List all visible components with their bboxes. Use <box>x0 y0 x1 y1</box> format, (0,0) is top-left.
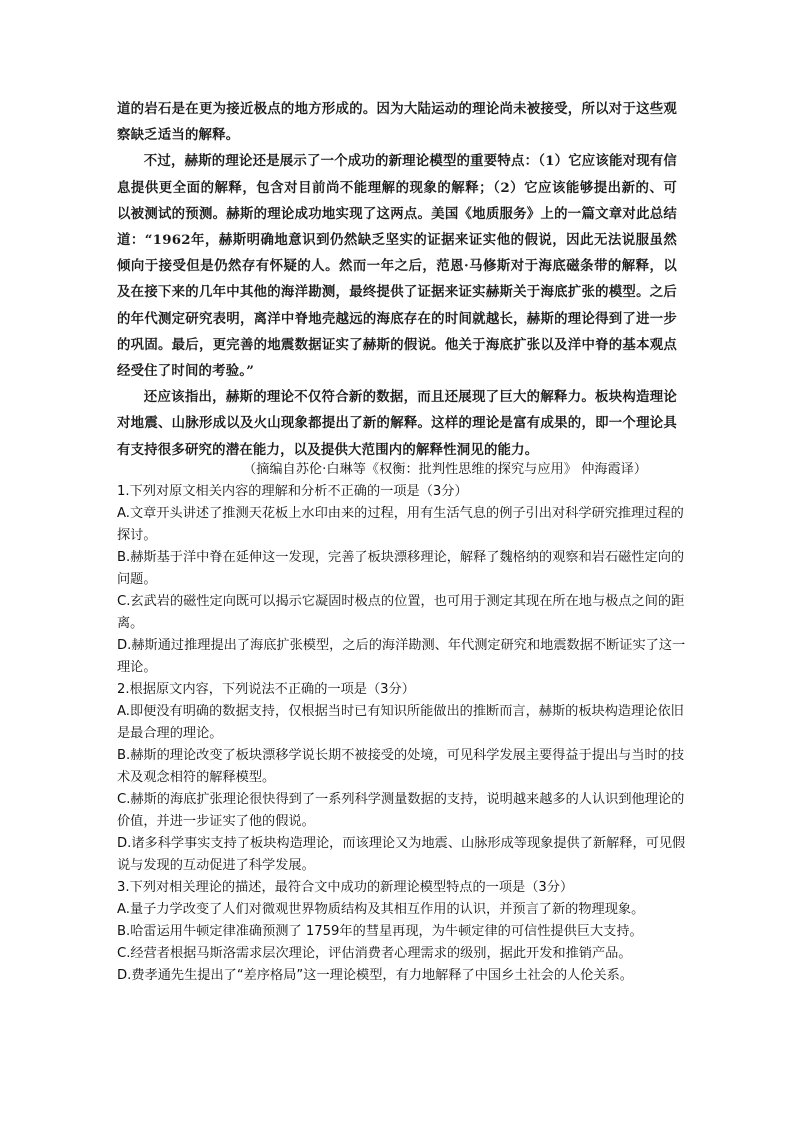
question-2 <box>117 679 689 877</box>
source-citation: （摘编自苏伦·白琳等《权衡：批判性思维的探究与应用》 仲海霞译） <box>243 462 648 477</box>
passage-paragraph-1: 道的岩石是在更为接近极点的地方形成的。因为大陆运动的理论尚未被接受，所以对于这些观察缺乏适当的解释。 <box>117 101 677 144</box>
option-c: C.经营者根据马斯洛需求层次理论，评估消费者心理需求的级别，据此开发和推销产品。 <box>117 946 632 961</box>
option-a: A.量子力学改变了人们对微观世界物质结构及其相互作用的认识，并预言了新的物理现象。 <box>117 902 645 917</box>
question-3 <box>117 877 689 987</box>
question-stem: 1.下列对原文相关内容的理解和分析不正确的一项是（3分） <box>117 484 468 499</box>
reading-passage <box>117 96 677 463</box>
question-stem: 2.根据原文内容，下列说法不正确的一项是（3分） <box>117 682 415 697</box>
passage-paragraph-3: 还应该指出，赫斯的理论不仅符合新的数据，而且还展现了巨大的解释力。板块构造理论对地震、山脉形成以及火山现象都提出了新的解释。这样的理论是富有成果的，即一个理论具有支持很多研究的潜在能力，以及提供大范围内的解释性洞见的能力。 <box>117 389 677 458</box>
option-d: D.诸多科学事实支持了板块构造理论，而该理论又为地震、山脉形成等现象提供了新解释，可见假说与发现的互动促进了科学发展。 <box>117 836 686 873</box>
option-d: D.赫斯通过推理提出了海底扩张模型，之后的海洋勘测、年代测定研究和地震数据不断证实了这一理论。 <box>117 638 686 675</box>
option-b: B.赫斯的理论改变了板块漂移学说长期不被接受的处境，可见科学发展主要得益于提出与当时的技术及观念相符的解释模型。 <box>117 748 685 785</box>
question-list <box>117 481 689 987</box>
option-a: A.即便没有明确的数据支持，仅根据当时已有知识所能做出的推断而言，赫斯的板块构造理论依旧是最合理的理论。 <box>117 704 684 741</box>
option-b: B.赫斯基于洋中脊在延伸这一发现，完善了板块漂移理论，解释了魏格纳的观察和岩石磁性定向的问题。 <box>117 550 685 587</box>
option-b: B.哈雷运用牛顿定律准确预测了 1759年的彗星再现，为牛顿定律的可信性提供巨大支持。 <box>117 924 643 939</box>
option-c: C.玄武岩的磁性定向既可以揭示它凝固时极点的位置，也可用于测定其现在所在地与极点之间的距离。 <box>117 594 685 631</box>
option-c: C.赫斯的海底扩张理论很快得到了一系列科学测量数据的支持，说明越来越多的人认识到他理论的价值，并进一步证实了他的假说。 <box>117 792 685 829</box>
question-stem: 3.下列对相关理论的描述，最符合文中成功的新理论模型特点的一项是（3分） <box>117 880 574 895</box>
option-d: D.费孝通先生提出了“差序格局”这一理论模型，有力地解释了中国乡土社会的人伦关系。 <box>117 968 633 983</box>
option-a: A.文章开头讲述了推测天花板上水印由来的过程，用有生活气息的例子引出对科学研究推理过程的探讨。 <box>117 506 684 543</box>
passage-paragraph-2: 不过，赫斯的理论还是展示了一个成功的新理论模型的重要特点：（1）它应该能对现有信息提供更全面的解释，包含对目前尚不能理解的现象的解释；（2）它应该能够提出新的、可以被测试的预测。赫斯的理论成功地实现了这两点。美国《地质服务》上的一篇文章对此总结道：“1962年，赫斯明确地意识到仍然缺乏坚实的证据来证实他的假说，因此无法说服虽然倾向于接受但是仍然存有怀疑的人。然而一年之后，范恩·马修斯对于海底磁条带的解释，以及在接下来的几年中其他的海洋勘测，最终提供了证据来证实赫斯关于海底扩张的模型。之后的年代测定研究表明，离洋中脊地壳越远的海底存在的时间就越长，赫斯的理论得到了进一步的巩固。最后，更完善的地震数据证实了赫斯的假说。他关于海底扩张以及洋中脊的基本观点经受住了时间的考验。” <box>117 153 677 380</box>
question-1 <box>117 481 689 679</box>
